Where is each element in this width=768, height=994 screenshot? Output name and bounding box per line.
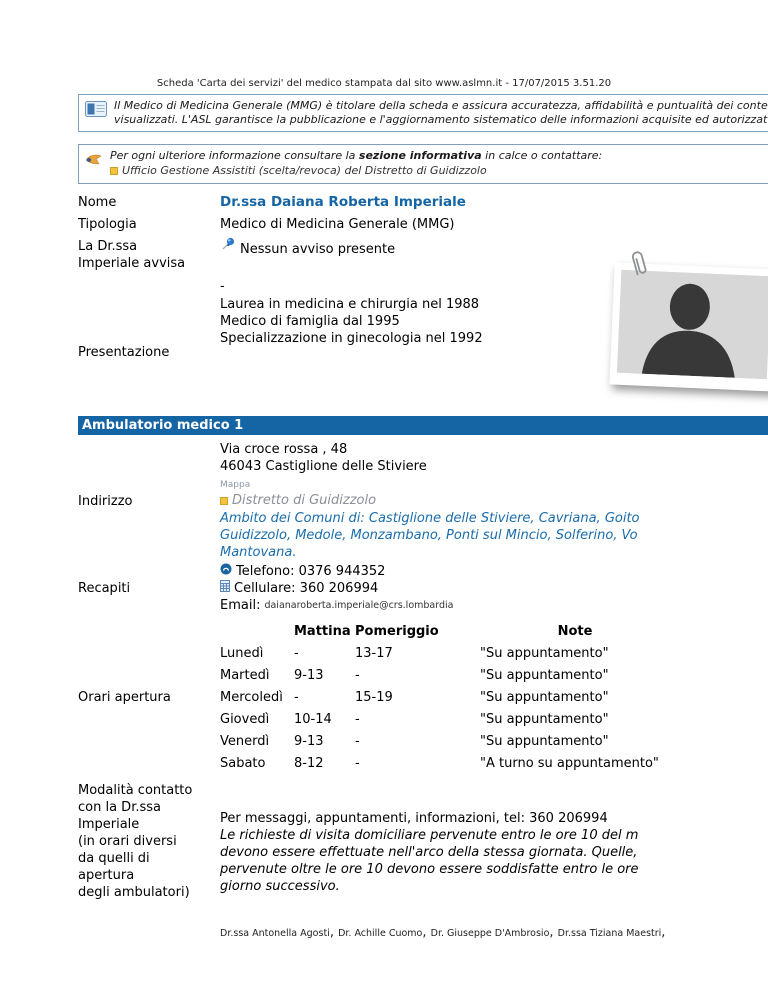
label-line: degli ambulatori) bbox=[78, 885, 190, 900]
silhouette-image bbox=[617, 270, 768, 379]
pointer-icon bbox=[85, 151, 103, 170]
modalita-line: giorno successivo. bbox=[220, 879, 340, 894]
notice-line: Il Medico di Medicina Generale (MMG) è titolare della scheda e assicura accuratezza, affidabilità e puntualità dei conte bbox=[114, 99, 768, 112]
content-column bbox=[78, 0, 768, 940]
substitute-separator: , bbox=[661, 925, 666, 940]
section-header-ambulatorio: Ambulatorio medico 1 bbox=[78, 416, 768, 435]
avviso-text: Nessun avviso presente bbox=[240, 242, 396, 257]
office-link-row bbox=[110, 163, 602, 179]
notice-text-post: in calce o contattare: bbox=[481, 149, 603, 162]
schedule-row bbox=[220, 686, 768, 708]
schedule-row bbox=[220, 664, 768, 686]
label-line: con la Dr.ssa bbox=[78, 800, 161, 815]
cellulare-text: Cellulare: 360 206994 bbox=[234, 581, 379, 596]
label-line: apertura bbox=[78, 868, 135, 883]
doctor-photo bbox=[609, 262, 768, 391]
indirizzo-label: Indirizzo bbox=[78, 493, 133, 509]
ambito-comuni bbox=[220, 510, 768, 561]
email-address: daianaroberta.imperiale@crs.lombardia bbox=[264, 600, 454, 611]
schedule-header-note: Note bbox=[557, 623, 593, 639]
notice-line: visualizzati. L'ASL garantisce la pubblicazione e l'aggiornamento sistematico delle informazioni acquisite ed autorizzat bbox=[114, 113, 768, 126]
schedule-header bbox=[220, 620, 768, 642]
presentazione-label: Presentazione bbox=[78, 344, 170, 360]
distretto-text: Distretto di Guidizzolo bbox=[232, 493, 377, 508]
distretto-row bbox=[220, 492, 768, 510]
notice-text-bold: sezione informativa bbox=[358, 149, 482, 162]
office-link[interactable]: Ufficio Gestione Assistiti (scelta/revoca) del Distretto di Guidizzolo bbox=[122, 164, 487, 177]
schedule-rows bbox=[220, 642, 768, 774]
tipologia-value: Medico di Medicina Generale (MMG) bbox=[220, 217, 455, 232]
ambito-line: Guidizzolo, Medole, Monzambano, Ponti sul Mincio, Solferino, Vo bbox=[220, 528, 638, 543]
schedule-cell-pomeriggio: - bbox=[355, 733, 360, 749]
label-line: (in orari diversi bbox=[78, 834, 177, 849]
schedule-cell-pomeriggio: - bbox=[355, 711, 360, 727]
label-line: da quelli di bbox=[78, 851, 150, 866]
phone-icon bbox=[220, 563, 232, 580]
schedule-table bbox=[220, 620, 768, 774]
label-line: Modalità contatto bbox=[78, 783, 193, 798]
modalita-line: pervenute oltre le ore 10 devono essere soddisfatte entro le ore bbox=[220, 862, 639, 877]
schedule-cell-day: Sabato bbox=[220, 755, 266, 771]
modalita-line: devono essere effettuate nell'arco della stessa giornata. Quelle, bbox=[220, 845, 638, 860]
schedule-cell-mattina: 8-12 bbox=[294, 755, 324, 771]
substitute-separator: , bbox=[549, 925, 558, 940]
schedule-cell-mattina: - bbox=[294, 645, 299, 661]
schedule-cell-mattina: 9-13 bbox=[294, 667, 324, 683]
email-row bbox=[220, 597, 768, 614]
row-recapiti bbox=[78, 563, 768, 614]
schedule-cell-pomeriggio: - bbox=[355, 755, 360, 771]
schedule-cell-day: Venerdì bbox=[220, 733, 270, 749]
schedule-row bbox=[220, 730, 768, 752]
print-header-line: Scheda 'Carta dei servizi' del medico stampata dal sito www.aslmn.it - 17/07/2015 3.51.20 bbox=[156, 78, 612, 89]
modalita-note bbox=[220, 827, 768, 895]
substitute-name: Dr.ssa Antonella Agosti bbox=[220, 928, 330, 939]
schedule-cell-day: Lunedì bbox=[220, 645, 264, 661]
label-line: Imperiale bbox=[78, 817, 140, 832]
notice-mmg-text bbox=[114, 99, 768, 127]
recapiti-value bbox=[220, 563, 768, 614]
substitute-separator: , bbox=[329, 925, 339, 940]
schedule-cell-note: "Su appuntamento" bbox=[480, 733, 609, 749]
dash-value: - bbox=[220, 279, 225, 294]
schedule-row bbox=[220, 708, 768, 730]
substitutes-line bbox=[220, 921, 768, 940]
substitute-name: Dr.ssa Tiziana Maestri bbox=[557, 928, 662, 939]
mappa-link[interactable]: Mappa bbox=[220, 480, 251, 490]
substitute-name: Dr. Achille Cuomo bbox=[338, 928, 423, 939]
schedule-cell-pomeriggio: 13-17 bbox=[355, 645, 393, 661]
nome-label: Nome bbox=[78, 195, 117, 210]
schedule-cell-note: "Su appuntamento" bbox=[480, 645, 609, 661]
recapiti-label: Recapiti bbox=[78, 581, 131, 596]
substitute-separator: , bbox=[422, 925, 431, 940]
notice-line bbox=[110, 149, 602, 163]
modalita-line: Le richieste di visita domiciliare pervenute entro le ore 10 del m bbox=[220, 828, 639, 843]
notice-text-pre: Per ogni ulteriore informazione consultare la bbox=[110, 149, 359, 162]
mobile-icon bbox=[220, 580, 230, 597]
cellulare-row bbox=[220, 580, 768, 597]
presentazione-line: Laurea in medicina e chirurgia nel 1988 bbox=[220, 297, 480, 312]
schedule-cell-note: "A turno su appuntamento" bbox=[480, 755, 659, 771]
row-tipologia bbox=[78, 216, 768, 233]
folder-icon bbox=[110, 167, 118, 175]
presentazione-line: Medico di famiglia dal 1995 bbox=[220, 314, 400, 329]
telefono-row bbox=[220, 563, 768, 580]
row-modalita bbox=[78, 782, 768, 901]
modalita-phone-line: Per messaggi, appuntamenti, informazioni, tel: 360 206994 bbox=[220, 811, 608, 826]
folder-icon bbox=[220, 497, 228, 505]
address-city: 46043 Castiglione delle Stiviere bbox=[220, 459, 427, 474]
row-indirizzo bbox=[78, 441, 768, 561]
schedule-cell-day: Martedì bbox=[220, 667, 270, 683]
schedule-cell-note: "Su appuntamento" bbox=[480, 667, 609, 683]
schedule-header-mattina: Mattina bbox=[294, 623, 351, 639]
pushpin-icon bbox=[220, 236, 236, 257]
schedule-row bbox=[220, 752, 768, 774]
schedule-header-pomeriggio: Pomeriggio bbox=[355, 623, 439, 639]
notice-info-text bbox=[110, 149, 602, 179]
empty-label bbox=[78, 278, 220, 296]
ambito-line: Ambito dei Comuni di: Castiglione delle Stiviere, Cavriana, Goito bbox=[220, 511, 640, 526]
address-street: Via croce rossa , 48 bbox=[220, 442, 348, 457]
label-line: Imperiale avvisa bbox=[78, 256, 186, 271]
notice-box-info bbox=[78, 144, 768, 184]
tipologia-label: Tipologia bbox=[78, 217, 137, 232]
email-label: Email: bbox=[220, 598, 261, 613]
avvisa-label bbox=[78, 238, 220, 278]
schedule-cell-pomeriggio: 15-19 bbox=[355, 689, 393, 705]
schedule-cell-mattina: 10-14 bbox=[294, 711, 332, 727]
schedule-cell-day: Mercoledì bbox=[220, 689, 283, 705]
schedule-row bbox=[220, 642, 768, 664]
schedule-cell-pomeriggio: - bbox=[355, 667, 360, 683]
presentazione-line: Specializzazione in ginecologia nel 1992 bbox=[220, 331, 483, 346]
schedule-cell-note: "Su appuntamento" bbox=[480, 689, 609, 705]
row-nome bbox=[78, 194, 768, 211]
schedule-cell-mattina: 9-13 bbox=[294, 733, 324, 749]
notice-box-mmg bbox=[78, 94, 768, 132]
label-line: La Dr.ssa bbox=[78, 239, 138, 254]
telefono-text: Telefono: 0376 944352 bbox=[236, 564, 386, 579]
modalita-value bbox=[220, 810, 768, 901]
card-icon bbox=[85, 101, 107, 121]
schedule-cell-note: "Su appuntamento" bbox=[480, 711, 609, 727]
row-orari bbox=[78, 620, 768, 774]
indirizzo-value bbox=[220, 441, 768, 561]
modalita-label bbox=[78, 782, 220, 901]
ambito-line: Mantovana. bbox=[220, 545, 297, 560]
orari-label: Orari apertura bbox=[78, 689, 171, 705]
substitute-name: Dr. Giuseppe D'Ambrosio bbox=[430, 928, 550, 939]
schedule-cell-mattina: - bbox=[294, 689, 299, 705]
schedule-cell-day: Giovedì bbox=[220, 711, 270, 727]
doctor-name: Dr.ssa Daiana Roberta Imperiale bbox=[220, 194, 466, 210]
